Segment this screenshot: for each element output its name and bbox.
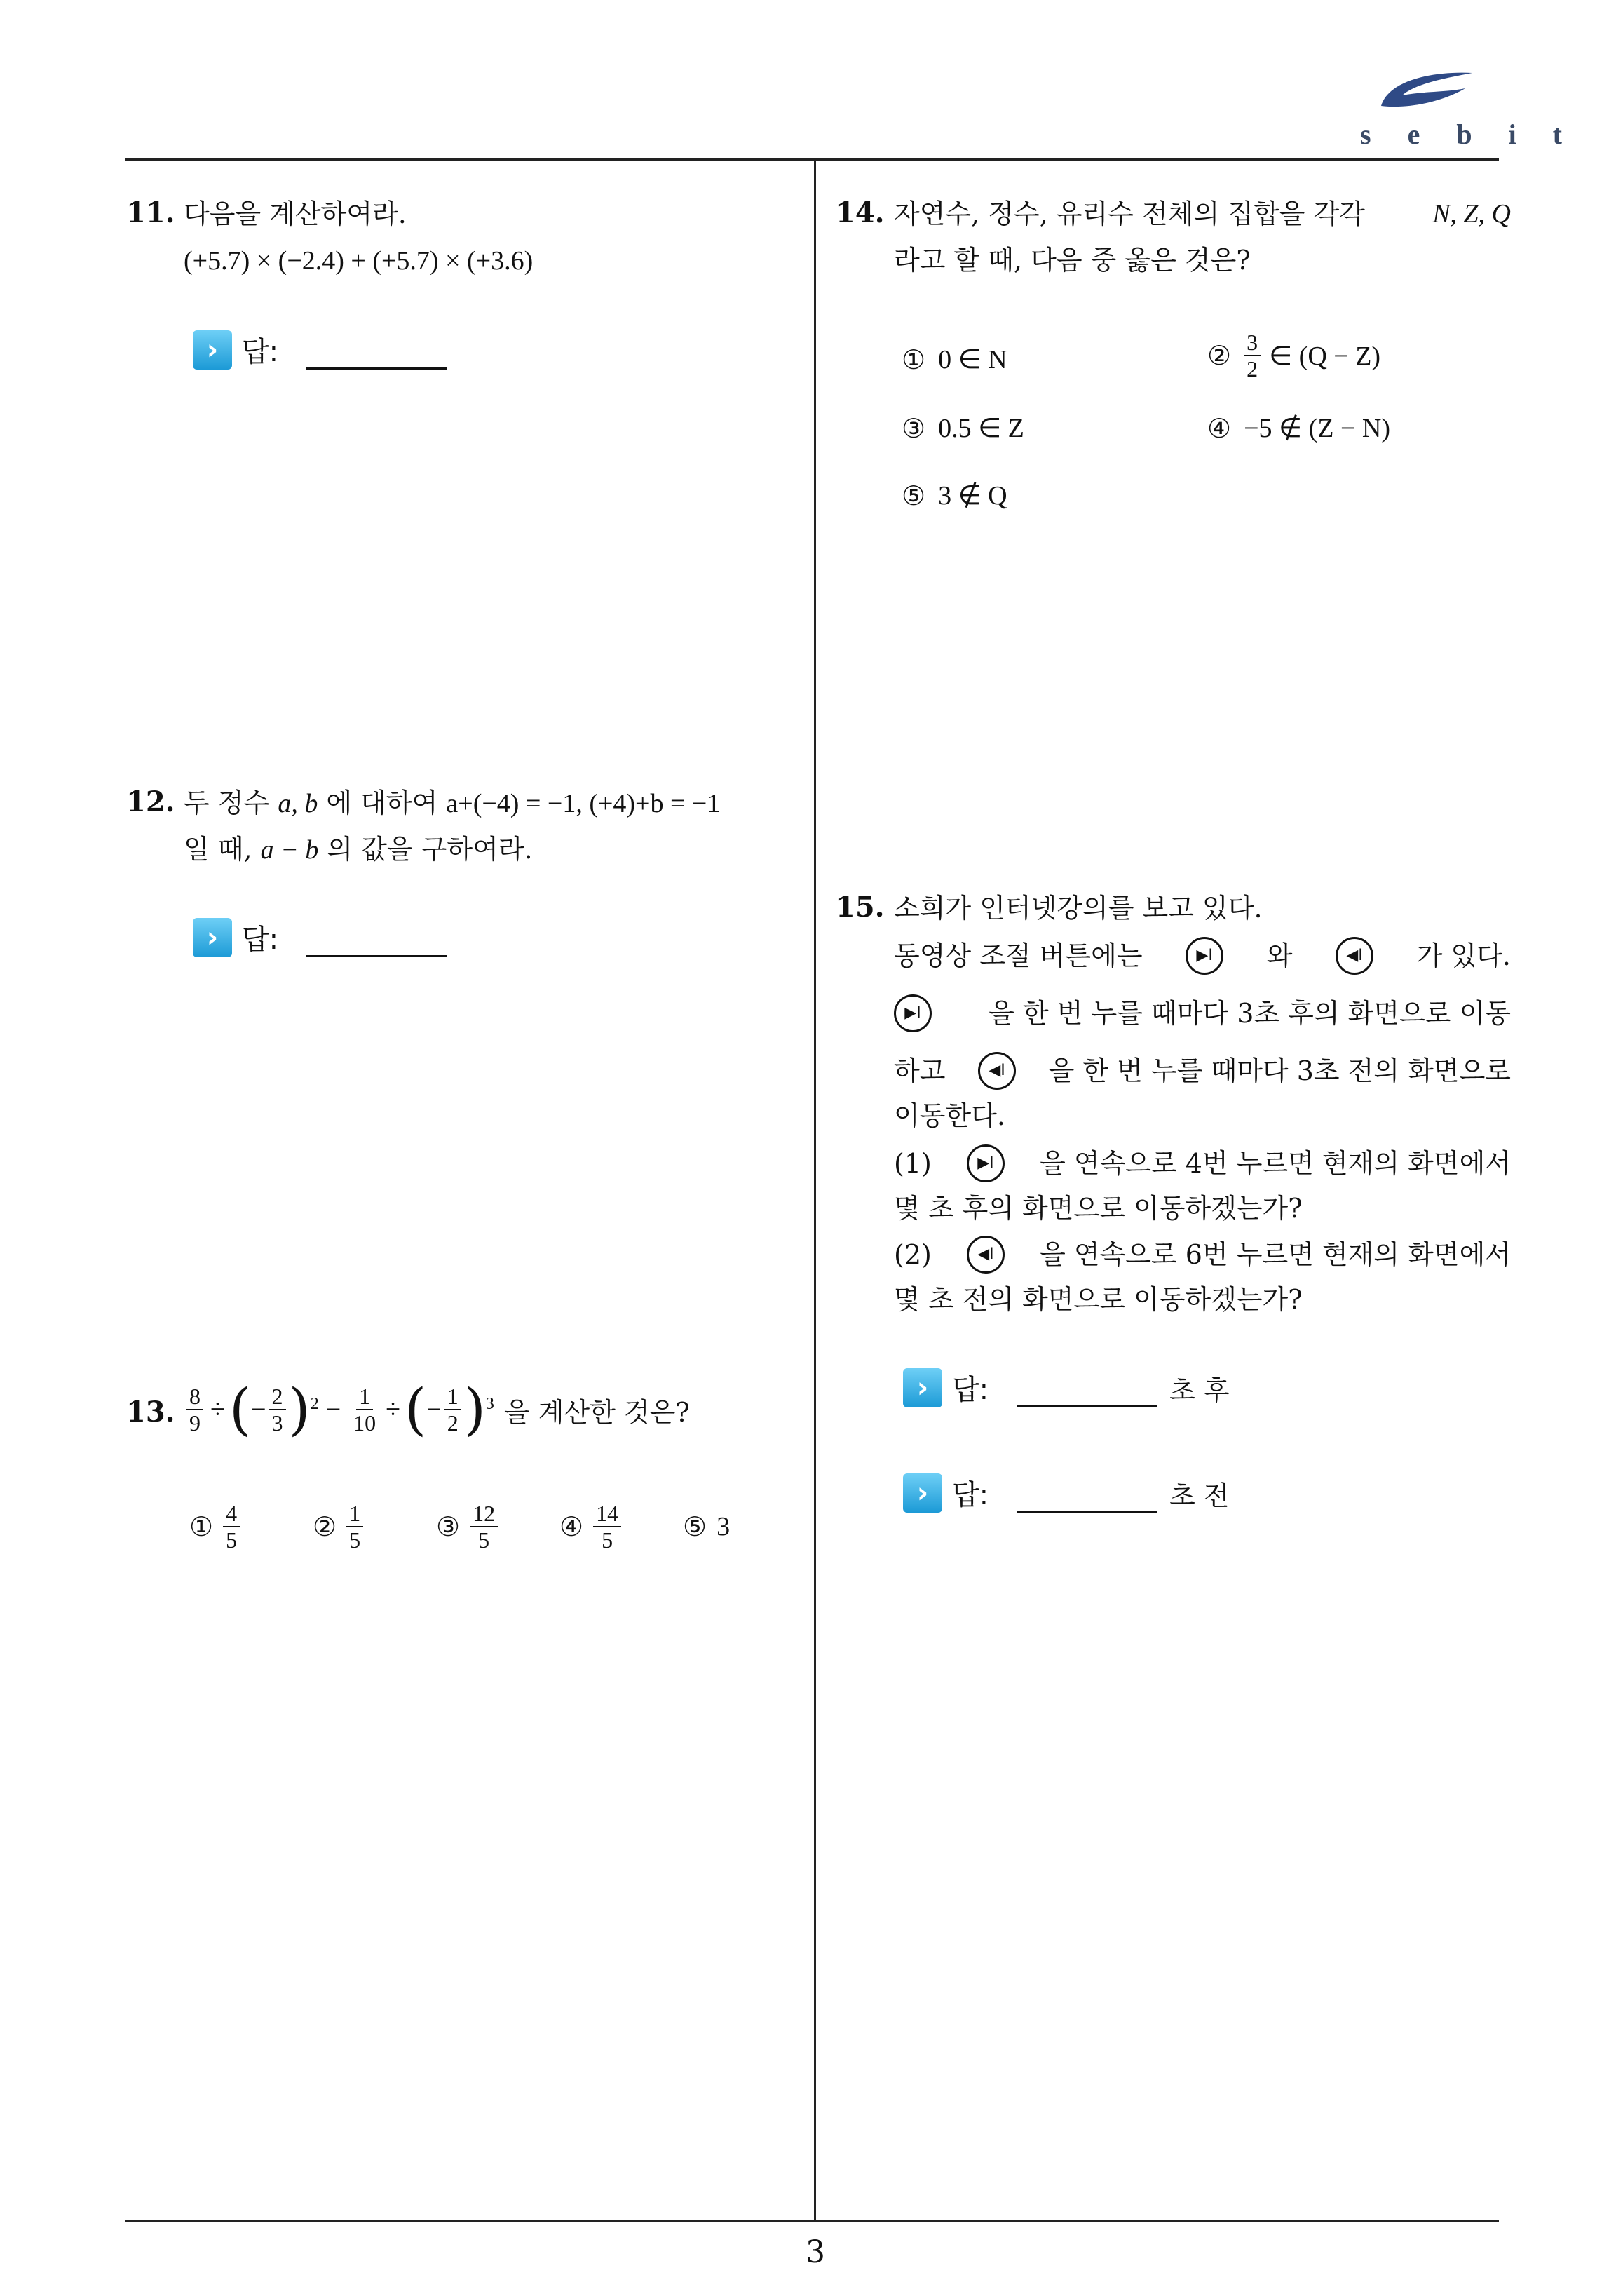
choice-5[interactable]: ⑤ 3 ∉ Q (902, 480, 1007, 511)
question-number: 13. (126, 1396, 175, 1429)
expression: (+5.7) × (−2.4) + (+5.7) × (+3.6) (184, 246, 534, 276)
choice-1[interactable]: ① $\frac{4}{5}$ (189, 1501, 313, 1553)
question-number: 11. (126, 196, 175, 229)
text: 을 한 번 누를 때마다 3초 전의 화면으로 (1048, 1055, 1511, 1086)
question-line (894, 191, 1511, 237)
sub-label: (2) (894, 1239, 932, 1270)
text: 두 정수 (184, 788, 270, 818)
fraction: $\frac{8}{9}$ (186, 1384, 203, 1436)
sub-question-1 (894, 1140, 1511, 1187)
fraction: $\frac{1}{10}$ (353, 1384, 376, 1436)
operator: − (426, 1395, 442, 1424)
skip-forward-button-icon: ▶I (1186, 937, 1223, 975)
expression: a − b (260, 835, 319, 865)
text: 일 때, (184, 834, 252, 865)
question-prompt: 다음을 계산하여라. (184, 198, 407, 229)
question-line: 몇 초 후의 화면으로 이동하겠는가? (894, 1193, 1303, 1224)
skip-forward-button-icon: ▶I (894, 994, 932, 1032)
chevron-right-icon: › (193, 918, 232, 957)
answer-blank[interactable] (1017, 1483, 1157, 1513)
equations: a+(−4) = −1, (+4)+b = −1 (446, 789, 721, 818)
text: 의 값을 구하여라. (327, 834, 533, 865)
chevron-right-icon: › (903, 1473, 942, 1513)
text: 에 대하여 (326, 788, 438, 818)
question-line (184, 826, 533, 873)
skip-back-button-icon: ◀I (1336, 937, 1373, 975)
text: 동영상 조절 버튼에는 (894, 940, 1143, 971)
question-line (894, 990, 1511, 1036)
text: 을 연속으로 4번 누르면 현재의 화면에서 (1040, 1148, 1511, 1179)
operator: ÷ (386, 1395, 401, 1424)
chevron-right-icon: › (903, 1368, 942, 1407)
operator: − (251, 1395, 266, 1424)
expression: $\frac{8}{9}$ ÷ ( − $\frac{2}{3}$ ) 2 − $\frac{1}{10}$ ÷ ( − $\frac{1}{2}$ ) 3 을 계산한 것은? (184, 1368, 690, 1452)
choice-3[interactable]: ③ 0.5 ∈ Z (902, 412, 1024, 444)
choice-2[interactable]: ② $\frac{3}{2}$ ∈ (Q − Z) (1207, 330, 1381, 381)
choice-4[interactable]: ④ $\frac{14}{5}$ (559, 1501, 683, 1553)
answer-label: 답: (952, 1374, 989, 1406)
column-divider (814, 160, 816, 2222)
question-number: 12. (126, 785, 175, 818)
choice-3[interactable]: ③ $\frac{12}{5}$ (436, 1501, 559, 1553)
text: 을 계산한 것은? (503, 1396, 690, 1428)
sub-label: (1) (894, 1148, 932, 1179)
operator: ÷ (210, 1395, 225, 1424)
skip-forward-button-icon: ▶I (967, 1144, 1005, 1182)
text: 와 (1266, 940, 1293, 971)
text: 하고 (894, 1055, 946, 1086)
question-number: 15. (836, 891, 885, 924)
question-line: 이동한다. (894, 1100, 1005, 1131)
answer-blank[interactable] (1017, 1377, 1157, 1407)
text: 을 한 번 누를 때마다 3초 후의 화면으로 이동 (989, 998, 1511, 1029)
answer-row (193, 330, 459, 370)
page-number: 3 (806, 2234, 825, 2270)
answer-blank[interactable] (306, 927, 447, 957)
text: 자연수, 정수, 유리수 전체의 집합을 각각 (894, 198, 1365, 229)
sebit-logo (1360, 67, 1598, 151)
choice-4[interactable]: ④ −5 ∉ (Z − N) (1207, 412, 1391, 444)
question-line: 라고 할 때, 다음 중 옳은 것은? (894, 245, 1251, 276)
fraction: $\frac{1}{2}$ (444, 1384, 461, 1436)
exponent: 2 (310, 1394, 319, 1413)
header-rule (125, 158, 1499, 161)
question-line: 몇 초 전의 화면으로 이동하겠는가? (894, 1284, 1303, 1315)
fraction: $\frac{2}{3}$ (269, 1384, 286, 1436)
choice-2[interactable]: ② $\frac{1}{5}$ (313, 1501, 436, 1553)
sub-question-2 (894, 1231, 1511, 1278)
choice-5[interactable]: ⑤ 3 (683, 1511, 731, 1542)
answer-unit: 초 후 (1169, 1375, 1230, 1406)
answer-unit: 초 전 (1169, 1480, 1230, 1511)
answer-row-2 (903, 1473, 1230, 1513)
text: 가 있다. (1416, 940, 1511, 971)
answer-label: 답: (242, 924, 279, 956)
skip-back-button-icon: ◀I (967, 1236, 1005, 1274)
choices (189, 1501, 767, 1553)
answer-label: 답: (242, 336, 279, 368)
sebit-logo-swoosh-icon (1374, 67, 1479, 116)
exponent: 3 (485, 1394, 494, 1413)
answer-label: 답: (952, 1479, 989, 1511)
variables: a, b (278, 789, 318, 818)
footer-rule (125, 2220, 1499, 2222)
set-names: N, Z, Q (1432, 199, 1511, 229)
question-line (894, 933, 1511, 979)
question-line (184, 780, 720, 827)
logo-wordmark: sebit (1360, 119, 1598, 150)
answer-blank[interactable] (306, 339, 447, 370)
operator: − (325, 1395, 341, 1424)
text: 을 연속으로 6번 누르면 현재의 화면에서 (1040, 1239, 1511, 1270)
question-line: 소희가 인터넷강의를 보고 있다. (894, 893, 1263, 924)
answer-row-1 (903, 1368, 1230, 1407)
chevron-right-icon: › (193, 330, 232, 370)
question-line (894, 1048, 1511, 1094)
choice-1[interactable]: ① 0 ∈ N (902, 344, 1007, 375)
skip-back-button-icon: ◀I (978, 1052, 1016, 1090)
question-number: 14. (836, 196, 885, 229)
answer-row (193, 917, 459, 957)
